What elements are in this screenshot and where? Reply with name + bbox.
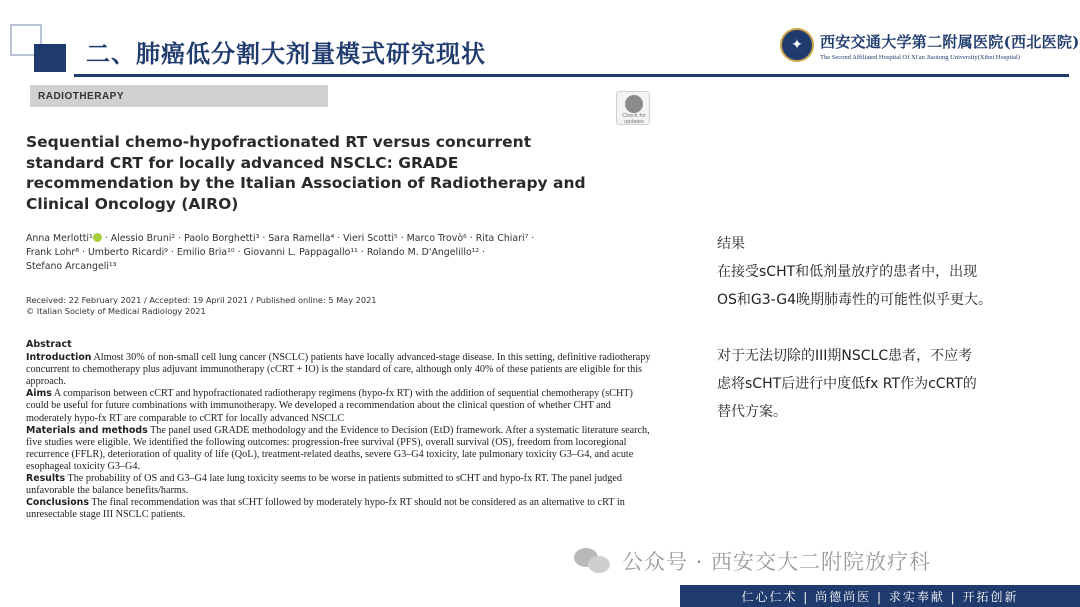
hospital-name-en: The Second Affiliated Hospital Of Xi'an Jiaotong University(Xibei Hospital) xyxy=(820,54,1020,61)
recommendation-line: 对于无法切除的III期NSCLC患者，不应考 xyxy=(717,348,973,364)
results-line: OS和G3-G4晚期肺毒性的可能性似乎更大。 xyxy=(717,292,992,308)
hospital-name-cn: 西安交通大学第二附属医院(西北医院) xyxy=(820,33,1080,51)
slide-title: 二、肺癌低分割大剂量模式研究现状 xyxy=(86,40,486,68)
orcid-icon xyxy=(93,233,102,242)
abstract-methods: Materials and methods The panel used GRADE methodology and the Evidence to Decision (EtD) framework. After a systematic literature search, five studies were eligible. We identified the following outcomes: progression-free survival (PFS), overall survival (OS), freedom from locoregional recurrence (FFLR), deterioration of quality of life (QoL), treatment-related deaths, severe G3–G4 toxicity, late pulmonary toxicity G3–G4, and acute esophageal toxicity G3–G4. xyxy=(26,424,650,472)
wechat-icon xyxy=(572,546,614,576)
author-list xyxy=(26,232,626,274)
received-accepted-published: Received: 22 February 2021 / Accepted: 19 April 2021 / Published online: 5 May 2021 xyxy=(26,295,377,305)
check-for-updates-label: Check for updates xyxy=(622,113,646,125)
hospital-logo xyxy=(780,28,1080,66)
abstract-aims: Aims A comparison between cCRT and hypofractionated radiotherapy regimens (hypo-fx RT) with the addition of sequential chemotherapy (sCHT) could be useful for future combinations with immunotherapy. We developed a recommendation about the clinical question of whether CHT and moderately hypo-fx RT are comparable to cCRT for locally advanced NSCLC xyxy=(26,388,633,424)
results-heading: 结果 xyxy=(717,236,745,252)
copyright-line: © Italian Society of Medical Radiology 2021 xyxy=(26,306,206,316)
check-for-updates-badge xyxy=(616,91,650,125)
recommendation-line: 替代方案。 xyxy=(717,404,787,420)
watermark-text: 公众号 · 西安交大二附院放疗科 xyxy=(622,550,932,574)
abstract-results: Results The probability of OS and G3–G4 late lung toxicity seems to be worse in patients submitted to sCHT and hypo-fx RT. The panel judged unfavorable the balance benefits/harms. xyxy=(26,473,622,497)
author-line: Frank Lohr⁸ · Umberto Ricardi⁹ · Emilio Bria¹⁰ · Giovanni L. Pappagallo¹¹ · Rolando M. D'Angelillo¹² · xyxy=(26,247,486,258)
results-line: 在接受sCHT和低剂量放疗的患者中，出现 xyxy=(717,264,978,280)
recommendation-line: 虑将sCHT后进行中度低fx RT作为cCRT的 xyxy=(717,376,977,392)
abstract xyxy=(26,339,654,521)
abstract-conclusions: Conclusions The final recommendation was that sCHT followed by moderately hypo-fx RT should not be considered as an alternative to cRT in unresectable stage III NSCLC patients. xyxy=(26,497,625,521)
paper-title: Sequential chemo-hypofractionated RT versus concurrent standard CRT for locally advanced NSCLC: GRADE recommendation by the Italian Association of Radiotherapy and Clinical Oncology (AIRO) xyxy=(26,133,586,213)
footer-motto-bar xyxy=(680,585,1080,607)
publication-dates xyxy=(26,295,377,317)
results-summary xyxy=(717,230,1062,426)
header-decor-square-filled xyxy=(34,44,66,72)
university-emblem-icon: ✦ xyxy=(780,28,814,62)
abstract-heading: Abstract xyxy=(26,339,72,350)
wechat-watermark xyxy=(572,546,931,576)
abstract-introduction: Introduction Almost 30% of non-small cell lung cancer (NSCLC) patients have locally advanced-stage disease. In this setting, definitive radiotherapy concurrent to chemotherapy plus adjuvant immunotherapy (cCRT + IO) is the standard of care, although only 40% of these patients are eligible for this approach. xyxy=(26,352,651,388)
author-line: Stefano Arcangeli¹³ xyxy=(26,261,117,272)
author-line-rest: · Alessio Bruni² · Paolo Borghetti³ · Sara Ramella⁴ · Vieri Scotti⁵ · Marco Trovò⁶ · Rita Chiari⁷ · xyxy=(101,233,535,244)
paper-excerpt xyxy=(24,82,660,552)
journal-section-label: RADIOTHERAPY xyxy=(30,85,328,107)
header-divider xyxy=(74,74,1069,77)
author-line: Anna Merlotti¹ · Alessio Bruni² · Paolo Borghetti³ · Sara Ramella⁴ · Vieri Scotti⁵ · Marco Trovò⁶ · Rita Chiari⁷ · xyxy=(26,233,535,244)
check-for-updates-icon xyxy=(625,95,643,113)
footer-motto: 仁心仁术 | 尚德尚医 | 求实奉献 | 开拓创新 xyxy=(741,589,1019,604)
paragraph-gap xyxy=(717,314,1062,342)
